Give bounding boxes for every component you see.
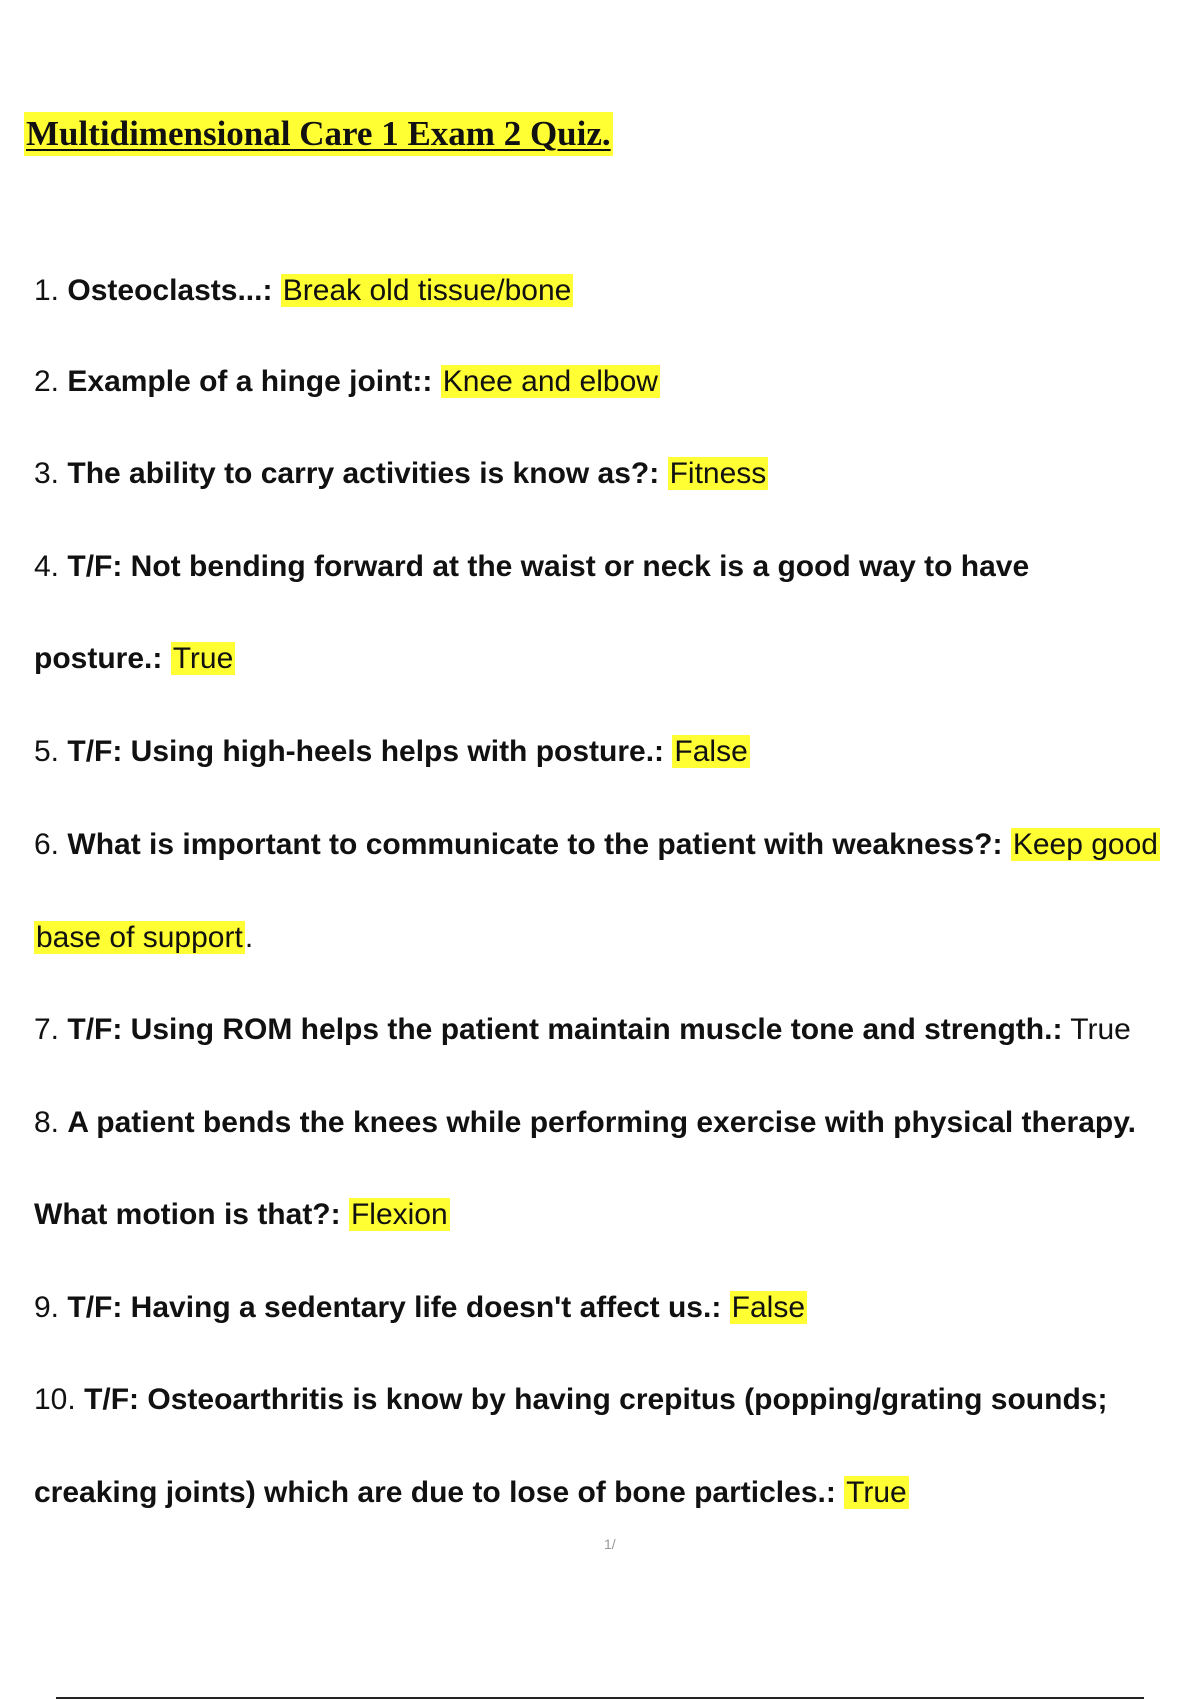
question-8-continued xyxy=(34,1194,450,1236)
answer-highlight: False xyxy=(731,1291,806,1324)
question-text: A patient bends the knees while performing exercise with physical therapy. xyxy=(67,1106,1137,1139)
question-5 xyxy=(34,731,750,773)
answer-highlight: True xyxy=(846,1476,907,1509)
question-number: 4. xyxy=(34,550,60,583)
bottom-divider xyxy=(56,1697,1144,1699)
answer-highlight: Flexion xyxy=(350,1198,448,1231)
question-number: 10. xyxy=(34,1383,76,1416)
question-6 xyxy=(34,824,1160,866)
question-4 xyxy=(34,546,1029,588)
answer-highlight: Knee and elbow xyxy=(442,365,658,398)
answer-highlight: base of support xyxy=(36,921,243,954)
question-number: 3. xyxy=(34,457,60,490)
question-10-continued xyxy=(34,1472,909,1514)
question-text: posture.: xyxy=(34,642,163,675)
question-text: T/F: Having a sedentary life doesn't affect us.: xyxy=(67,1291,722,1324)
question-text: Example of a hinge joint:: xyxy=(67,365,433,398)
question-7 xyxy=(34,1009,1131,1051)
answer-highlight: Fitness xyxy=(669,457,767,490)
page-number: 1/ xyxy=(604,1536,616,1552)
question-2 xyxy=(34,361,660,403)
question-9 xyxy=(34,1287,807,1329)
question-text: Osteoclasts...: xyxy=(67,274,273,307)
question-number: 9. xyxy=(34,1291,60,1324)
question-text: T/F: Osteoarthritis is know by having crepitus (popping/grating sounds; xyxy=(84,1383,1108,1416)
question-3 xyxy=(34,453,768,495)
answer-plain: True xyxy=(1070,1013,1131,1046)
question-text: creaking joints) which are due to lose of bone particles.: xyxy=(34,1476,836,1509)
question-text: T/F: Using ROM helps the patient maintain muscle tone and strength.: xyxy=(67,1013,1063,1046)
question-text: T/F: Using high-heels helps with posture.: xyxy=(67,735,665,768)
question-4-continued xyxy=(34,638,235,680)
question-number: 5. xyxy=(34,735,60,768)
question-6-continued xyxy=(34,917,253,959)
question-8 xyxy=(34,1102,1136,1144)
question-text: What motion is that?: xyxy=(34,1198,341,1231)
question-number: 1. xyxy=(34,274,60,307)
question-number: 7. xyxy=(34,1013,60,1046)
document-title: Multidimensional Care 1 Exam 2 Quiz. xyxy=(24,112,613,156)
question-1 xyxy=(34,270,573,312)
answer-highlight: Break old tissue/bone xyxy=(282,274,572,307)
answer-highlight: False xyxy=(674,735,748,768)
question-text: What is important to communicate to the patient with weakness?: xyxy=(67,828,1003,861)
question-text: T/F: Not bending forward at the waist or neck is a good way to have xyxy=(67,550,1030,583)
question-text: The ability to carry activities is know as?: xyxy=(67,457,660,490)
answer-tail: . xyxy=(244,921,254,954)
question-number: 6. xyxy=(34,828,60,861)
answer-highlight: True xyxy=(172,642,234,675)
question-number: 8. xyxy=(34,1106,60,1139)
answer-highlight: Keep good xyxy=(1012,828,1158,861)
question-number: 2. xyxy=(34,365,60,398)
question-10 xyxy=(34,1379,1107,1421)
